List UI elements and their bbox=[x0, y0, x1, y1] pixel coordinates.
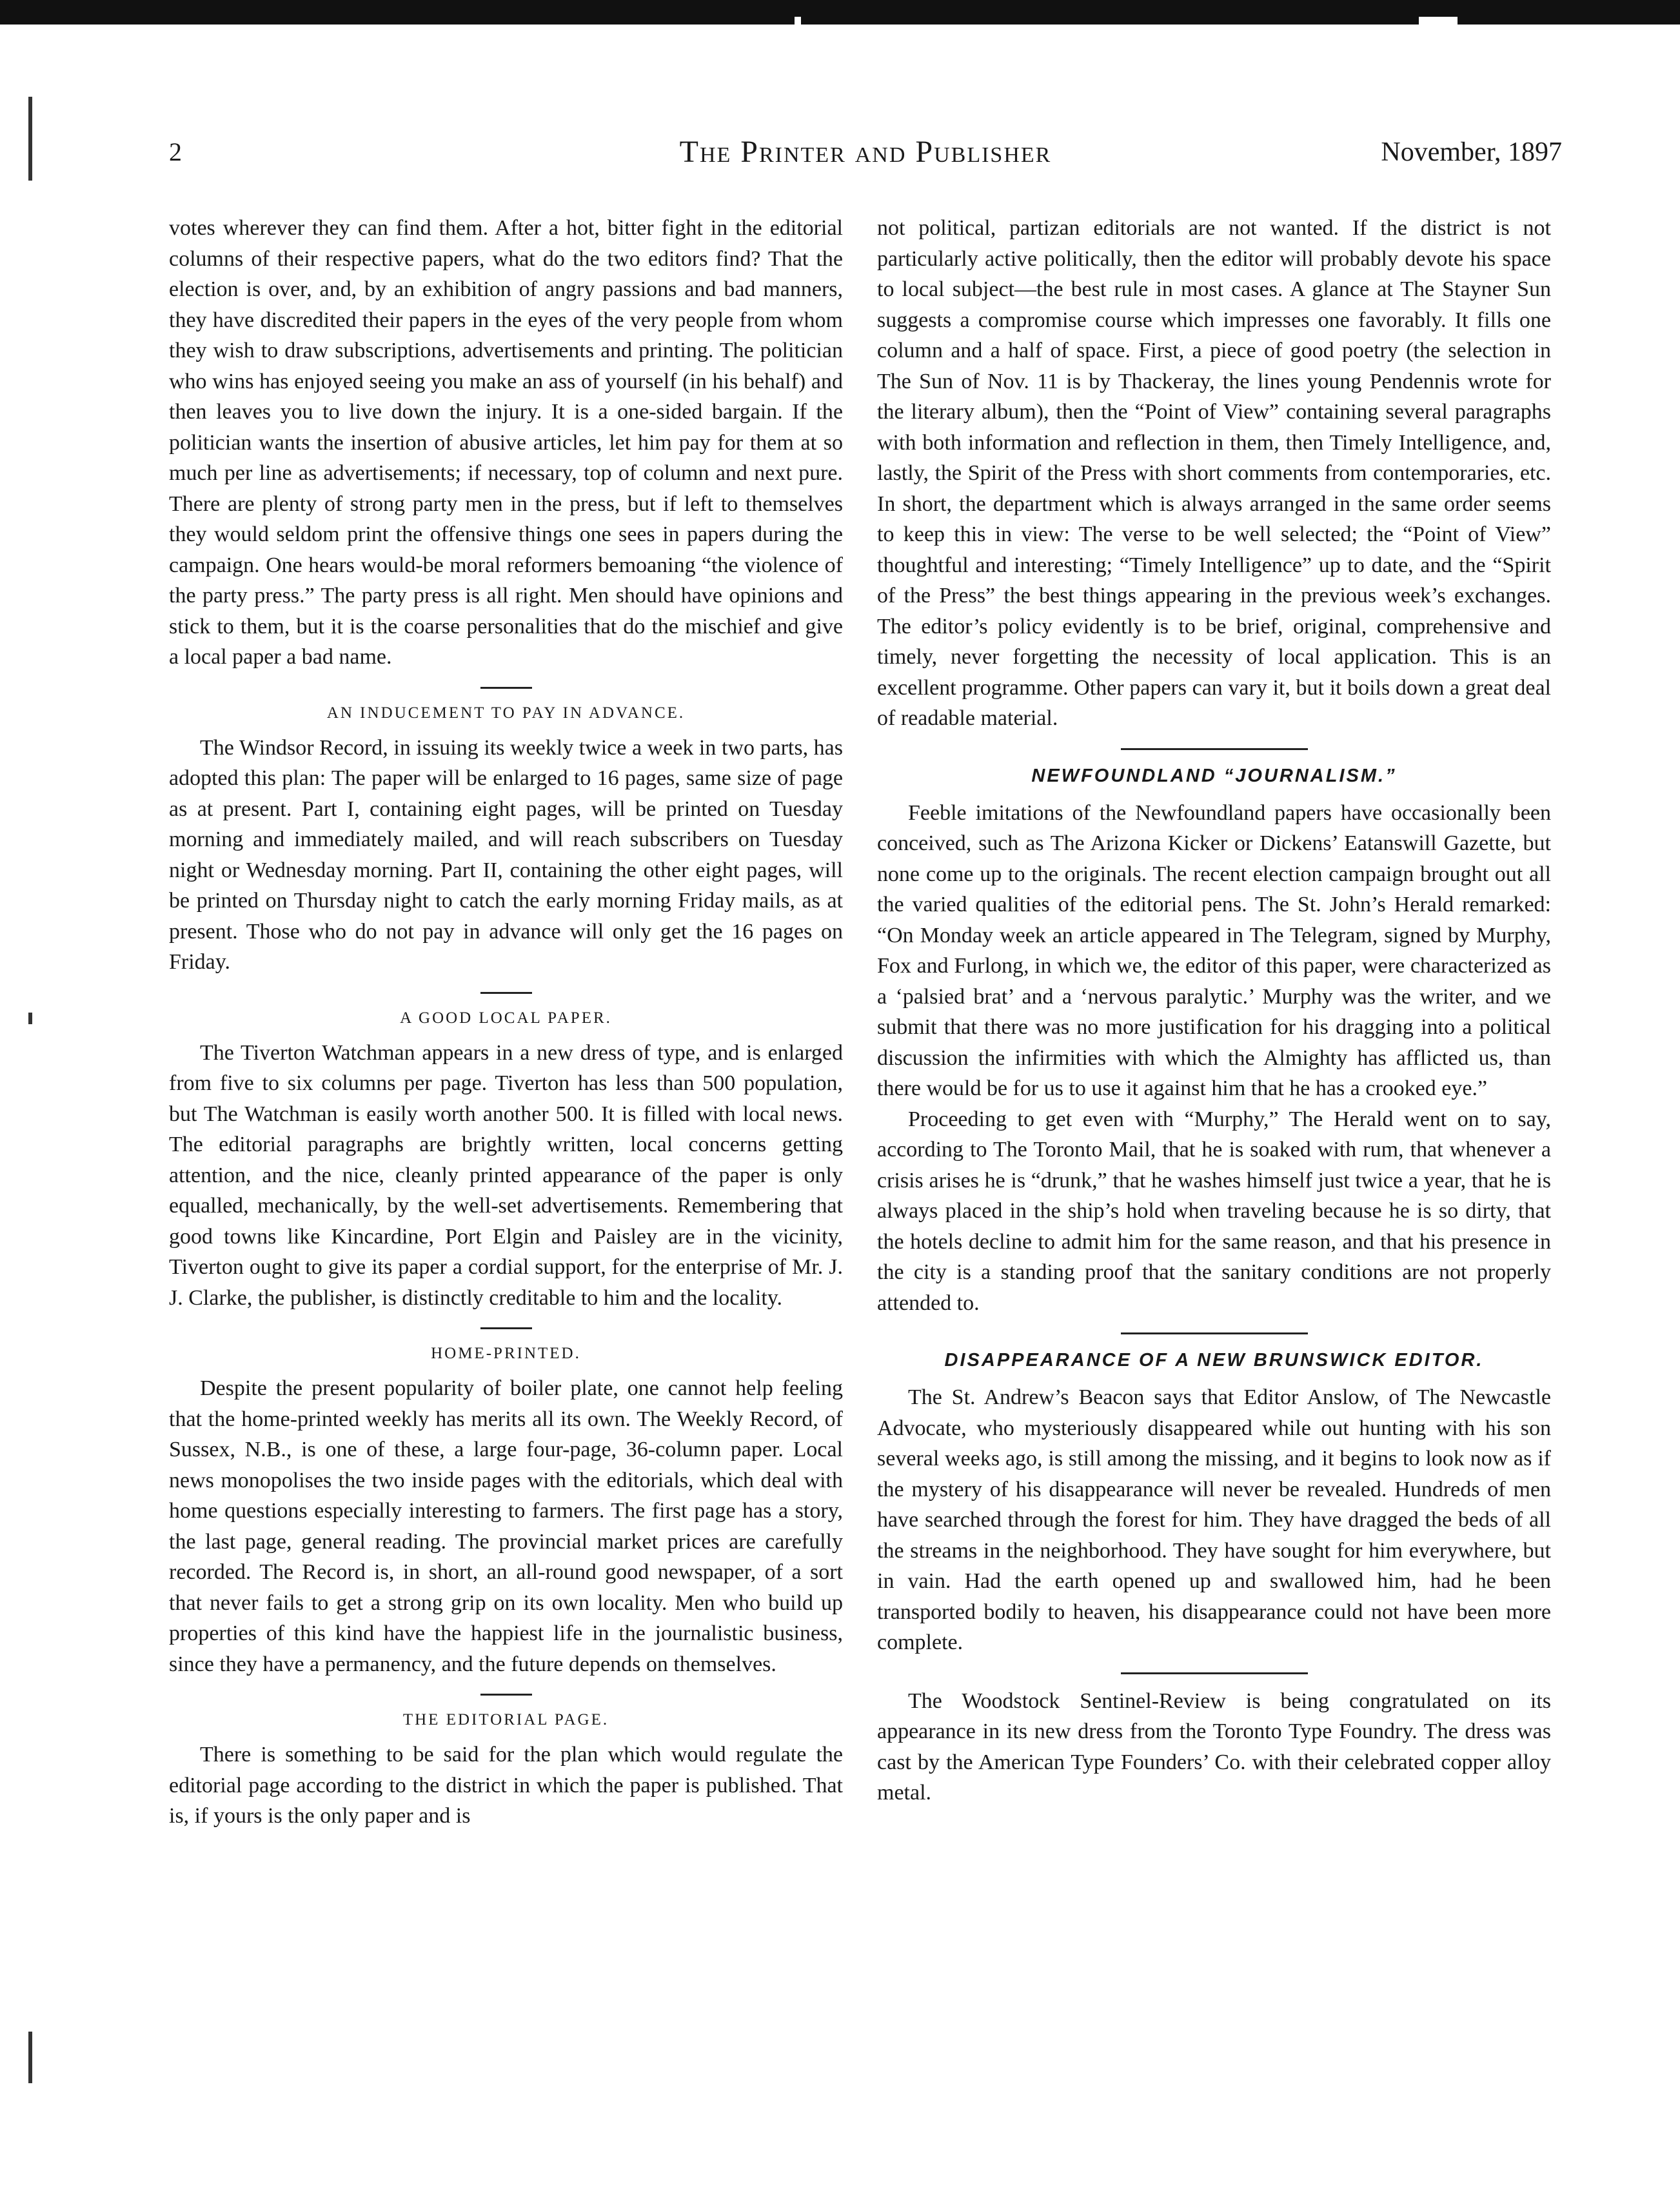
right-column bbox=[877, 213, 1551, 2154]
left-column bbox=[169, 213, 843, 2154]
page-number: 2 bbox=[169, 137, 182, 166]
section-divider bbox=[480, 992, 532, 994]
section-heading: THE EDITORIAL PAGE. bbox=[402, 1711, 609, 1728]
section-divider bbox=[480, 1694, 532, 1696]
section-divider bbox=[480, 1327, 532, 1329]
section-heading: HOME-PRINTED. bbox=[431, 1345, 581, 1362]
publication-title: The Printer and Publisher bbox=[679, 135, 1052, 169]
section-heading: NEWFOUNDLAND “JOURNALISM.” bbox=[1031, 765, 1397, 786]
section-heading: DISAPPEARANCE OF A NEW BRUNSWICK EDITOR. bbox=[944, 1350, 1484, 1371]
section-heading: AN INDUCEMENT TO PAY IN ADVANCE. bbox=[326, 704, 686, 722]
article-paragraph: The Woodstock Sentinel-Review is being congratulated on its appearance in its new dress from the Toronto Type Foundry. The dress was cast by the American Type Founders’ Co. with their celebrated copper alloy metal. bbox=[877, 1688, 1551, 1805]
section-heading: A GOOD LOCAL PAPER. bbox=[400, 1009, 612, 1027]
article-paragraph: The St. Andrew’s Beacon says that Editor Anslow, of The Newcastle Advocate, who mysteriously disappeared while out hunting with his son several weeks ago, is still among the missing, and it begins to look now as if the mystery of his disappearance will never be revealed. Hundreds of men have searched through the forest for him. They have dragged the beds of all the streams in the neighborhood. They have sought for him everywhere, but in vain. Had the earth opened up and swallowed him, had he been transported bodily to heaven, his disappearance could not have been more complete. bbox=[877, 1385, 1551, 1654]
section-divider bbox=[480, 687, 532, 689]
article-paragraph: Feeble imitations of the Newfoundland papers have occasionally been conceived, such as The Arizona Kicker or Dickens’ Eatanswill Gazette, but none come up to the originals. The recent election campaign brought out all the varied qualities of the editorial pens. The St. John’s Herald remarked: “On Monday week an article appeared in The Telegram, signed by Murphy, Fox and Furlong, in which we, the editor of this paper, were characterized as a ‘palsied brat’ and a ‘nervous paralytic.’ Murphy was the writer, and we submit that there was no more justification for his dragging into a political discussion the infirmities with which the Almighty has afflicted us, than there would be for us to use it against him that he has a crooked eye.” bbox=[877, 800, 1551, 1100]
article-continuation: not political, partizan editorials are not wanted. If the district is not particularly active politically, then the editor will probably devote his space to local subject—the best rule in most cases. A glance at The Stayner Sun suggests a compromise course which impresses one favorably. It fills one column and a half of space. First, a piece of good poetry (the selection in The Sun of Nov. 11 is by Thackeray, the lines young Pendennis wrote for the literary album), then the “Point of View” containing several paragraphs with both information and reflection in them, then Timely Intelligence, and, lastly, the Spirit of the Press with short comments from contemporaries, etc. In short, the department which is always arranged in the same order seems to keep this in view: The verse to be well selected; the “Point of View” thoughtful and interesting; “Timely Intelligence” up to date, and the “Spirit of the Press” the best things appearing in the previous week’s exchanges. The editor’s policy evidently is to be brief, original, comprehensive and timely, never forgetting the necessity of local application. This is an excellent programme. Other papers can vary it, but it boils down a great deal of readable material. bbox=[877, 216, 1551, 730]
article-paragraph: The Windsor Record, in issuing its weekly twice a week in two parts, has adopted this plan: The paper will be enlarged to 16 pages, same size of page as at present. Part I, containing eight pages, will be printed on Tuesday morning and immediately mailed, and will reach subscribers on Tuesday night or Wednesday morning. Part II, containing the other eight pages, will be printed on Thursday night to catch the early morning Friday mails, as at present. Those who do not pay in advance will only get the 16 pages on Friday. bbox=[169, 735, 843, 974]
page-header bbox=[169, 132, 1562, 177]
article-paragraph: There is something to be said for the plan which would regulate the editorial page according to the district in which the paper is published. That is, if yours is the only paper and is bbox=[169, 1743, 843, 1828]
scan-edge-mark bbox=[28, 1013, 32, 1024]
issue-date: November, 1897 bbox=[1381, 137, 1562, 167]
scan-edge-mark bbox=[28, 97, 32, 181]
section-divider bbox=[1121, 1672, 1308, 1674]
scan-edge-mark bbox=[28, 2032, 32, 2083]
article-continuation: votes wherever they can find them. After a hot, bitter fight in the editorial columns of their respective papers, what do the two editors find? That the election is over, and, by an exhibition of angry passions and bad manners, they have discredited their papers in the eyes of the very people from whom they wish to draw subscriptions, advertisements and printing. The politician who wins has enjoyed seeing you make an ass of yourself (in his behalf) and then leaves you to live down the injury. It is a one-sided bargain. If the politician wants the insertion of abusive articles, let him pay for them at so much per line as advertisements; if necessary, top of column and next pure. There are plenty of strong party men in the press, but if left to themselves they would seldom print the offensive things one sees in papers during the campaign. One hears would-be moral reformers bemoaning “the violence of the party press.” The party press is all right. Men should have opinions and stick to them, but it is the coarse personalities that do the mischief and give a local paper a bad name. bbox=[169, 216, 843, 669]
section-divider bbox=[1121, 1332, 1308, 1334]
article-paragraph: Despite the present popularity of boiler plate, one cannot help feeling that the home-printed weekly has merits all its own. The Weekly Record, of Sussex, N.B., is one of these, a large four-page, 36-column paper. Local news monopolises the two inside pages with the editorials, which deal with home questions especially interesting to farmers. The first page has a story, the last page, general reading. The provincial market prices are carefully recorded. The Record is, in short, an all-round good newspaper, of a sort that never fails to get a strong grip on its own locality. Men who build up properties of this kind have the happiest life in the journalistic business, since they have a permanency, and the future depends on themselves. bbox=[169, 1376, 843, 1676]
scan-top-border bbox=[0, 0, 1680, 25]
article-paragraph: Proceeding to get even with “Murphy,” The Herald went on to say, according to The Toronto Mail, that he is soaked with rum, that whenever a crisis arises he is “drunk,” that he washes himself just twice a year, that he is always placed in the ship’s hold when traveling because he is so dirty, that the hotels decline to admit him for the same reason, and that his presence in the city is a standing proof that the sanitary conditions are not properly attended to. bbox=[877, 1107, 1551, 1315]
section-divider bbox=[1121, 748, 1308, 750]
article-paragraph: The Tiverton Watchman appears in a new dress of type, and is enlarged from five to six columns per page. Tiverton has less than 500 population, but The Watchman is easily worth another 500. It is filled with local news. The editorial paragraphs are brightly written, local concerns getting attention, and the nice, cleanly printed appearance of the paper is only equalled, mechanically, by the well-set advertisements. Remembering that good towns like Kincardine, Port Elgin and Paisley are in the vicinity, Tiverton ought to give its paper a cordial support, for the enterprise of Mr. J. J. Clarke, the publisher, is distinctly creditable to him and the locality. bbox=[169, 1040, 843, 1310]
